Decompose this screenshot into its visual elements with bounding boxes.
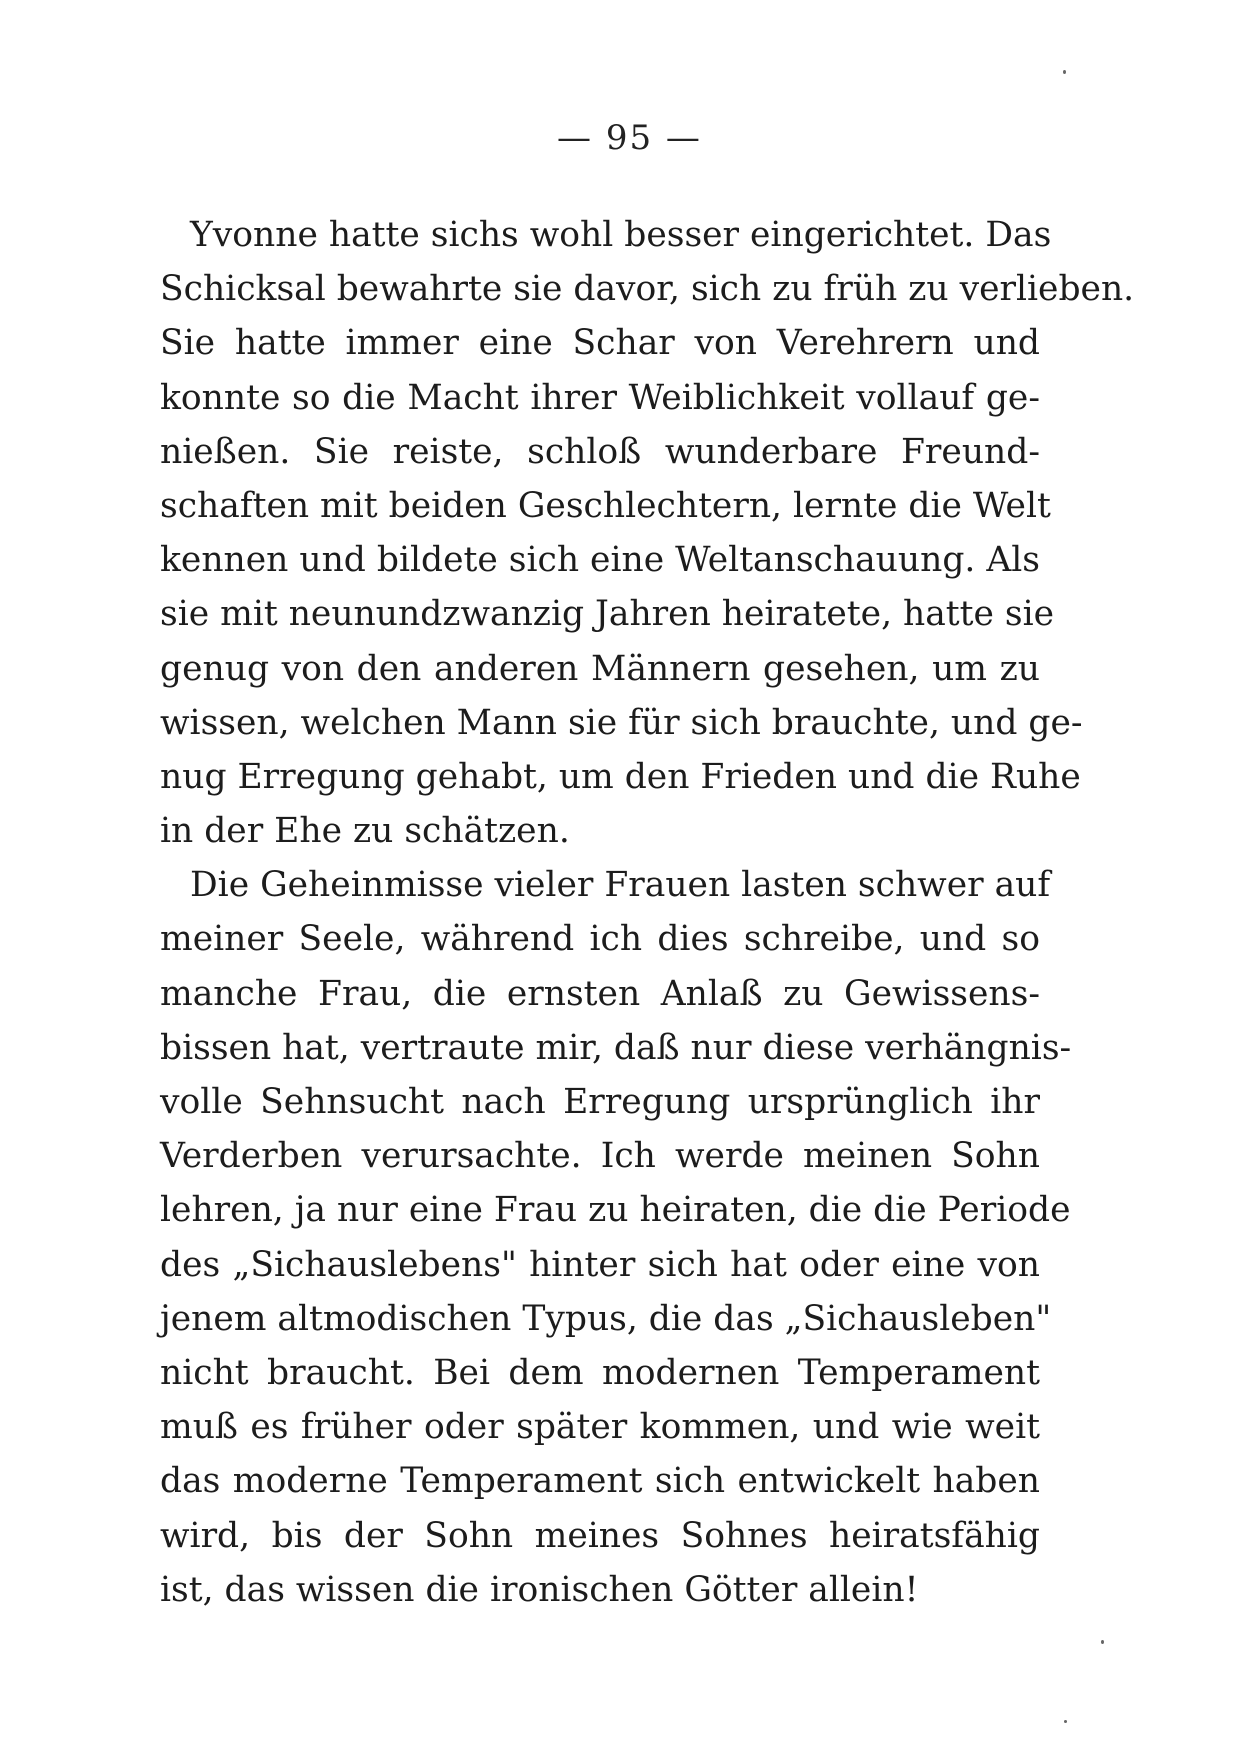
text-line: muß es früher oder später kommen, und wie weit [160,1407,1040,1448]
text-line: nießen. Sie reiste, schloß wunderbare Freund- [160,431,1040,472]
text-line: des „Sichauslebens" hinter sich hat oder eine von [160,1244,1040,1285]
paper-speck [1063,70,1066,74]
text-line: volle Sehnsucht nach Erregung ursprünglich ihr [160,1082,1040,1122]
text-line: konnte so die Macht ihrer Weiblichkeit vollauf ge- [160,377,1040,418]
text-line: sie mit neunundzwanzig Jahren heiratete, hatte sie [160,594,1055,635]
text-line: jenem altmodischen Typus, die das „Sichausleben" [160,1298,1052,1339]
text-line: das moderne Temperament sich entwickelt haben [160,1461,1040,1502]
text-line: kennen und bildete sich eine Weltanschauung. Als [160,540,1040,581]
body-text [160,208,1135,1617]
paragraph-1 [160,208,1135,858]
text-line: genug von den anderen Männern gesehen, um zu [160,648,1040,689]
text-line: schaften mit beiden Geschlechtern, lernte die Welt [160,485,1051,526]
text-line: nicht braucht. Bei dem modernen Temperament [160,1352,1040,1393]
text-line: nug Erregung gehabt, um den Frieden und die Ruhe [160,756,1081,797]
text-line: Die Geheinmisse vieler Frauen lasten schwer auf [190,865,1051,906]
text-line: manche Frau, die ernsten Anlaß zu Gewissens- [160,973,1040,1014]
text-line: in der Ehe zu schätzen. [160,811,570,852]
text-line: meiner Seele, während ich dies schreibe, und so [160,919,1040,960]
text-line: Schicksal bewahrte sie davor, sich zu früh zu verlieben. [160,269,1135,310]
text-line: Yvonne hatte sichs wohl besser eingerichtet. Das [190,215,1052,255]
text-line: lehren, ja nur eine Frau zu heiraten, die die Periode [160,1190,1071,1231]
text-line: Verderben verursachte. Ich werde meinen Sohn [160,1136,1040,1177]
text-line: ist, das wissen die ironischen Götter allein! [160,1569,919,1610]
text-line: wissen, welchen Mann sie für sich brauchte, und ge- [160,702,1083,743]
paragraph-2 [160,858,1072,1617]
page-number: — 95 — [557,118,702,158]
paper-speck [1101,1640,1104,1644]
paper-speck [1064,1720,1067,1723]
text-line: Sie hatte immer eine Schar von Verehrern und [160,323,1040,364]
text-line: bissen hat, vertraute mir, daß nur diese verhängnis- [160,1027,1072,1068]
text-line: wird, bis der Sohn meines Sohnes heiratsfähig [160,1515,1040,1556]
